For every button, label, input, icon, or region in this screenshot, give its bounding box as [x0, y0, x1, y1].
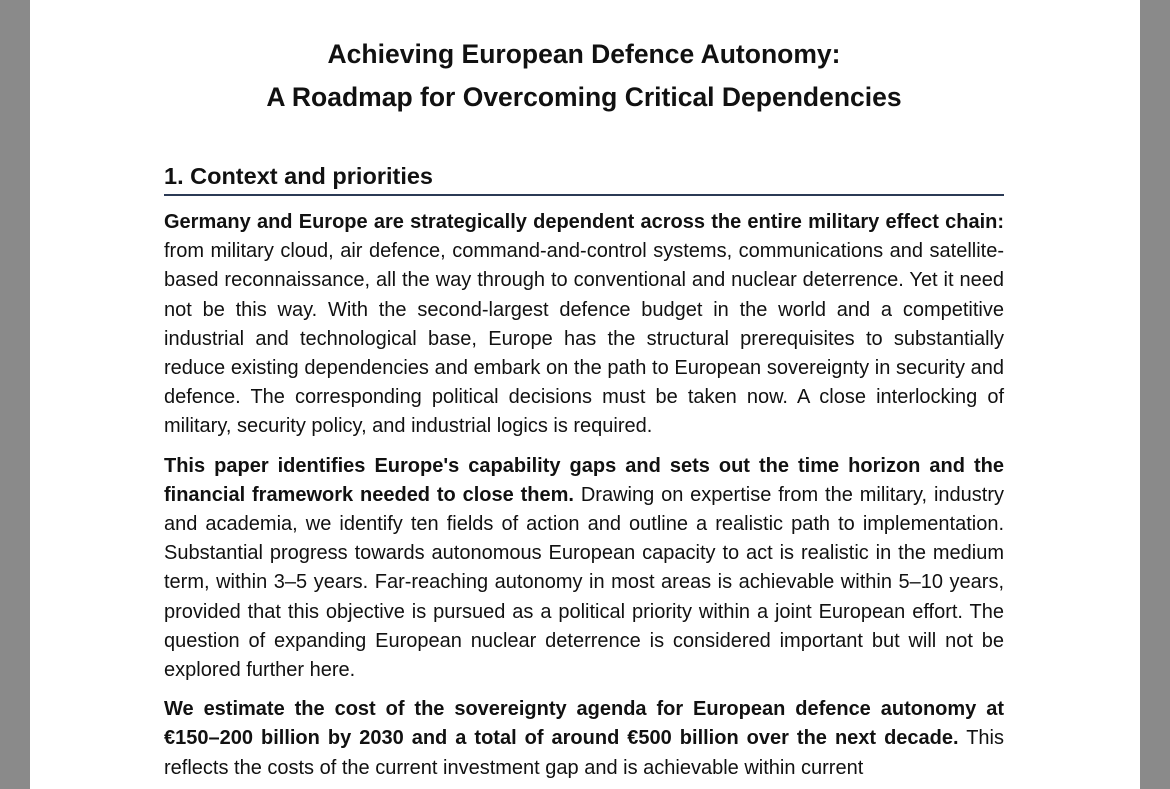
paragraph-1: [164, 208, 1004, 442]
paragraph-3-body: This reflects the costs of the current investment gap and is achievable within current: [164, 727, 1004, 779]
paragraph-1-body: from military cloud, air defence, command-and-control systems, communications and satellite-based reconnaissance, all the way through to conventional and nuclear deterrence. Yet it need not be this way. With the second-largest defence budget in the world and a competitive industrial and technological base, Europe has the structural prerequisites to substantially reduce existing dependencies and embark on the path to European sovereignty in security and defence. The corresponding political decisions must be taken now. A close interlocking of military, security policy, and industrial logics is required.: [164, 240, 1004, 438]
page-content: [164, 0, 1004, 783]
paragraph-3-lead: We estimate the cost of the sovereignty agenda for European defence autonomy at €150–200 billion by 2030 and a total of around €500 billion over the next decade.: [164, 698, 1004, 750]
paragraph-2: [164, 452, 1004, 686]
document-title: [164, 33, 1004, 119]
paragraph-2-body: Drawing on expertise from the military, industry and academia, we identify ten fields of action and outline a realistic path to implementation. Substantial progress towards autonomous European capacity to act is realistic in the medium term, within 3–5 years. Far-reaching autonomy in most areas is achievable within 5–10 years, provided that this objective is pursued as a political priority within a joint European effort. The question of expanding European nuclear deterrence is considered important but will not be explored further here.: [164, 483, 1005, 682]
section-heading: 1. Context and priorities: [164, 161, 1004, 196]
paragraph-3: [164, 695, 1004, 783]
title-line-1: Achieving European Defence Autonomy:: [327, 39, 841, 69]
paragraph-2-lead: This paper identifies Europe's capability gaps and sets out the time horizon and the financial framework needed to close them.: [164, 454, 1004, 506]
title-line-2: A Roadmap for Overcoming Critical Dependencies: [266, 82, 902, 112]
paragraph-1-lead: Germany and Europe are strategically dependent across the entire military effect chain:: [164, 211, 1004, 233]
document-page: [30, 0, 1140, 789]
